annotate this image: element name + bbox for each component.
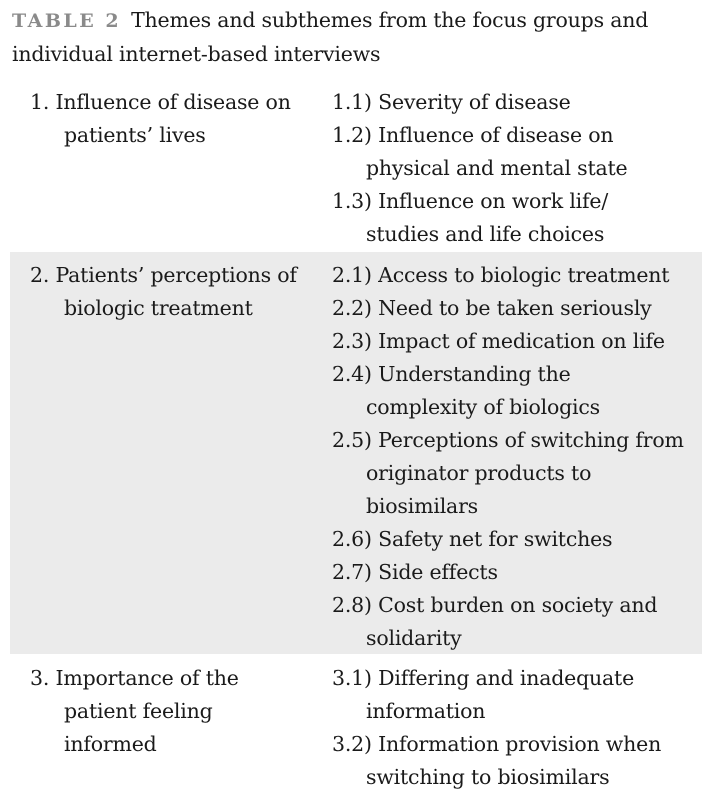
subtheme-text-cont: complexity of biologics xyxy=(366,395,600,419)
subtheme-text: 2.3) Impact of medication on life xyxy=(332,329,665,353)
subtheme-item xyxy=(332,556,700,589)
theme-text: 2. Patients’ perceptions of xyxy=(30,263,297,287)
caption-title-line1: Themes and subthemes from the focus groups and xyxy=(131,8,649,32)
subtheme-text: 3.1) Differing and inadequate xyxy=(332,666,635,690)
subtheme-text-cont: information xyxy=(366,699,486,723)
subtheme-list xyxy=(332,86,700,251)
caption-title-line2: individual internet-based interviews xyxy=(12,42,381,66)
theme-text-cont: biologic treatment xyxy=(64,296,253,320)
subtheme-item xyxy=(332,292,700,325)
subtheme-item xyxy=(332,662,700,728)
theme-cell xyxy=(30,662,310,761)
subtheme-item xyxy=(332,358,700,424)
subtheme-text: 2.1) Access to biologic treatment xyxy=(332,263,670,287)
subtheme-text: 2.5) Perceptions of switching from xyxy=(332,428,684,452)
subtheme-text: 1.1) Severity of disease xyxy=(332,90,571,114)
subtheme-text: 2.8) Cost burden on society and xyxy=(332,593,658,617)
subtheme-list xyxy=(332,259,700,655)
subtheme-item xyxy=(332,523,700,556)
subtheme-text: 2.4) Understanding the xyxy=(332,362,571,386)
subtheme-text: 1.3) Influence on work life/ xyxy=(332,189,609,213)
subtheme-text-cont: originator products to xyxy=(366,461,592,485)
table-label: TABLE 2 xyxy=(12,10,122,32)
subtheme-item xyxy=(332,86,700,119)
subtheme-item xyxy=(332,259,700,292)
subtheme-text-cont: solidarity xyxy=(366,626,462,650)
subtheme-item xyxy=(332,185,700,251)
table-row xyxy=(10,660,702,791)
subtheme-item xyxy=(332,325,700,358)
theme-text-cont: patients’ lives xyxy=(64,123,206,147)
subtheme-list xyxy=(332,662,700,794)
subtheme-text: 2.2) Need to be taken seriously xyxy=(332,296,652,320)
table-caption xyxy=(12,4,702,71)
theme-cell xyxy=(30,259,310,325)
subtheme-text: 2.7) Side effects xyxy=(332,560,498,584)
subtheme-text-cont: biosimilars xyxy=(366,494,478,518)
subtheme-text-cont: switching to biosimilars xyxy=(366,765,610,789)
subtheme-item xyxy=(332,728,700,794)
subtheme-text: 1.2) Influence of disease on xyxy=(332,123,614,147)
subtheme-text: 2.6) Safety net for switches xyxy=(332,527,613,551)
theme-text-cont: informed xyxy=(64,732,157,756)
theme-text: 1. Influence of disease on xyxy=(30,90,291,114)
theme-cell xyxy=(30,86,310,152)
subtheme-text: 3.2) Information provision when xyxy=(332,732,662,756)
theme-text: 3. Importance of the xyxy=(30,666,239,690)
theme-text-cont: patient feeling xyxy=(64,699,213,723)
subtheme-text-cont: studies and life choices xyxy=(366,222,605,246)
table-row xyxy=(10,86,702,248)
subtheme-text-cont: physical and mental state xyxy=(366,156,628,180)
subtheme-item xyxy=(332,119,700,185)
table-row xyxy=(10,252,702,654)
subtheme-item xyxy=(332,589,700,655)
subtheme-item xyxy=(332,424,700,523)
